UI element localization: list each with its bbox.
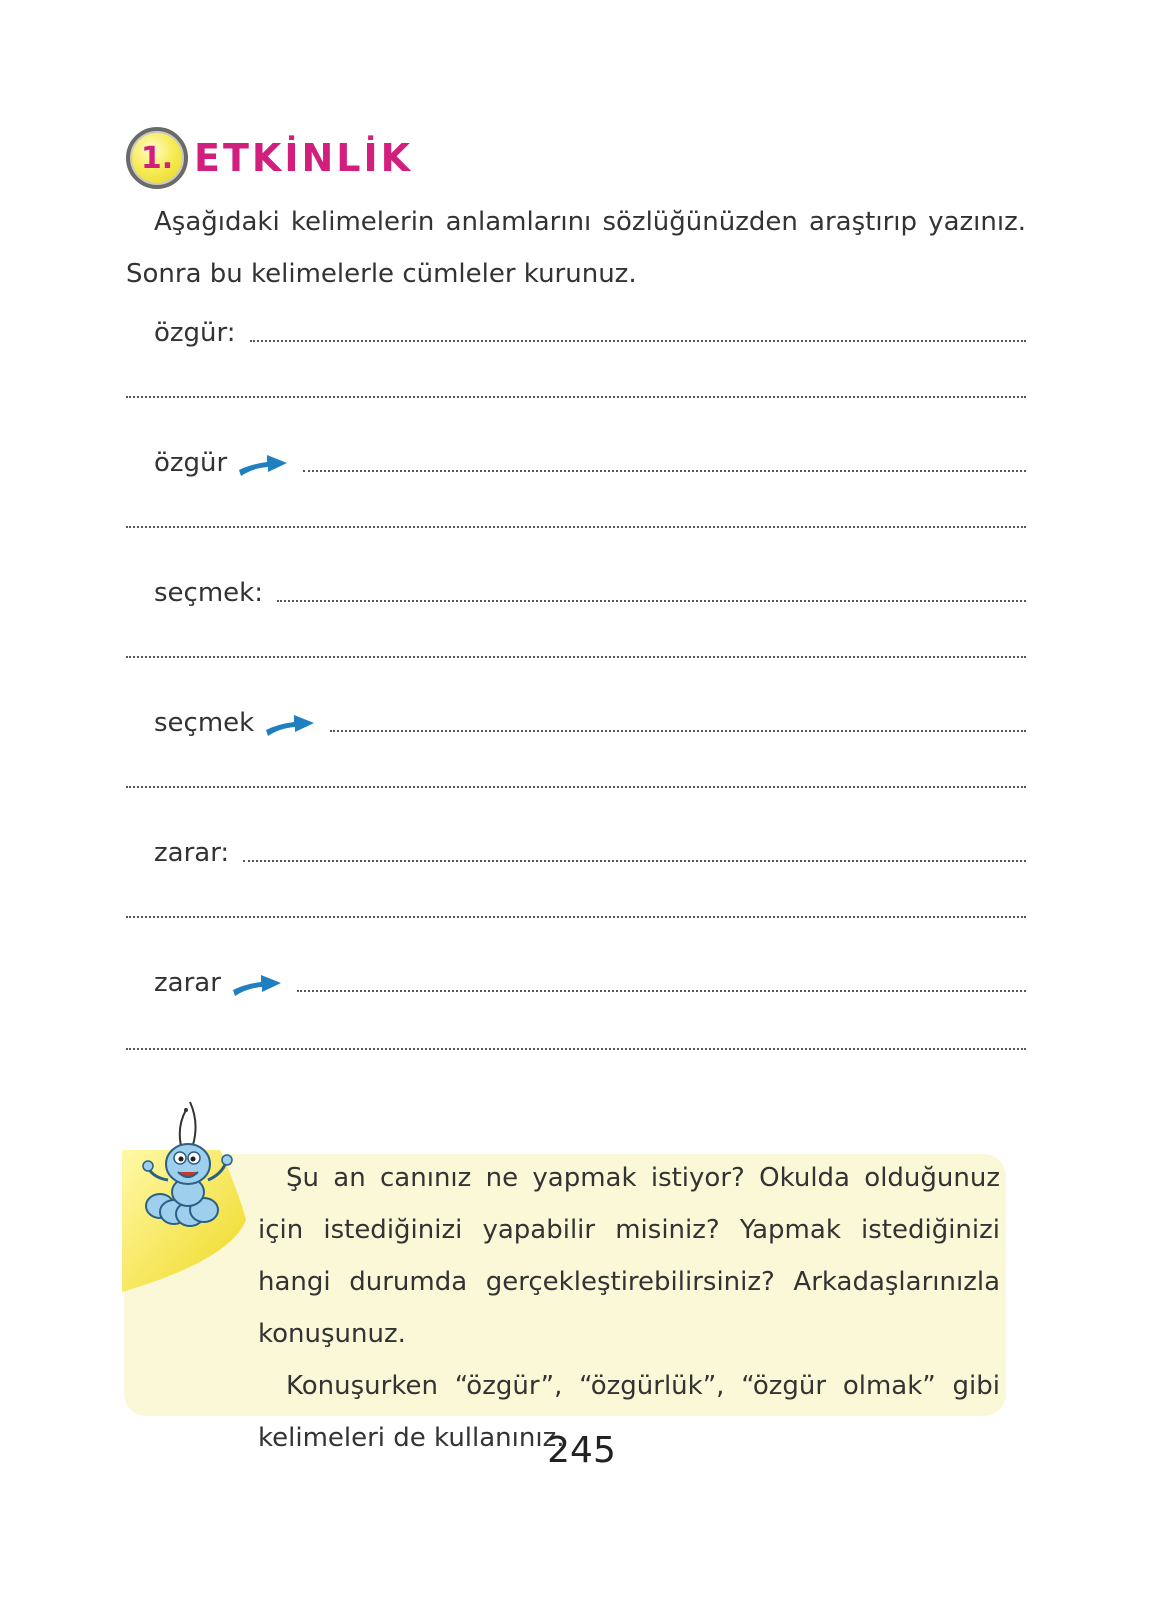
dotted-line[interactable] (126, 655, 1026, 658)
writing-row[interactable] (126, 438, 1026, 478)
caterpillar-mascot-icon (130, 1098, 250, 1238)
activity-title: ETKİNLİK (194, 136, 414, 180)
activity-header (126, 126, 413, 190)
writing-row[interactable] (126, 624, 1026, 664)
writing-row[interactable] (126, 308, 1026, 348)
discussion-paragraph-2: Konuşurken “özgür”, “özgürlük”, “özgür olmak” gibi kelimeleri de kullanınız. (258, 1371, 1000, 1453)
dotted-line[interactable] (243, 859, 1026, 862)
discussion-text (258, 1152, 1000, 1464)
dotted-line[interactable] (330, 729, 1026, 732)
writing-row[interactable] (126, 958, 1026, 998)
dotted-line[interactable] (126, 915, 1026, 918)
dotted-line[interactable] (250, 339, 1026, 342)
row-label: özgür: (154, 318, 236, 348)
row-label: zarar (154, 968, 221, 998)
row-label: seçmek: (154, 578, 263, 608)
activity-number-badge (126, 127, 188, 189)
writing-row[interactable] (126, 884, 1026, 924)
writing-row[interactable] (126, 364, 1026, 404)
writing-row[interactable] (126, 1016, 1026, 1056)
dotted-line[interactable] (126, 525, 1026, 528)
instructions-content: Aşağıdaki kelimelerin anlamlarını sözlüğünüzden araştırıp yazınız. Sonra bu kelimelerle cümleler kurunuz. (126, 207, 1026, 289)
writing-row[interactable] (126, 828, 1026, 868)
discussion-paragraph-1: Şu an canınız ne yapmak istiyor? Okulda olduğunuz için istediğinizi yapabilir misiniz? Yapmak istediğinizi hangi durumda gerçekleştirebilirsiniz? Arkadaşlarınızla konuşunuz. (258, 1163, 1000, 1349)
row-label: zarar: (154, 838, 230, 868)
dotted-line[interactable] (126, 395, 1026, 398)
writing-row[interactable] (126, 698, 1026, 738)
instructions-text (126, 196, 1026, 300)
dotted-line[interactable] (303, 469, 1026, 472)
dotted-line[interactable] (277, 599, 1026, 602)
activity-number: 1. (140, 140, 174, 176)
discussion-paragraph (258, 1152, 1000, 1360)
page-number: 245 (547, 1430, 616, 1471)
writing-row[interactable] (126, 494, 1026, 534)
row-label: seçmek (154, 708, 255, 738)
dotted-line[interactable] (297, 989, 1026, 992)
writing-row[interactable] (126, 568, 1026, 608)
arrow-icon (264, 710, 316, 738)
row-label: özgür (154, 448, 228, 478)
writing-row[interactable] (126, 754, 1026, 794)
dotted-line[interactable] (126, 1047, 1026, 1050)
arrow-icon (231, 970, 283, 998)
dotted-line[interactable] (126, 785, 1026, 788)
arrow-icon (237, 450, 289, 478)
